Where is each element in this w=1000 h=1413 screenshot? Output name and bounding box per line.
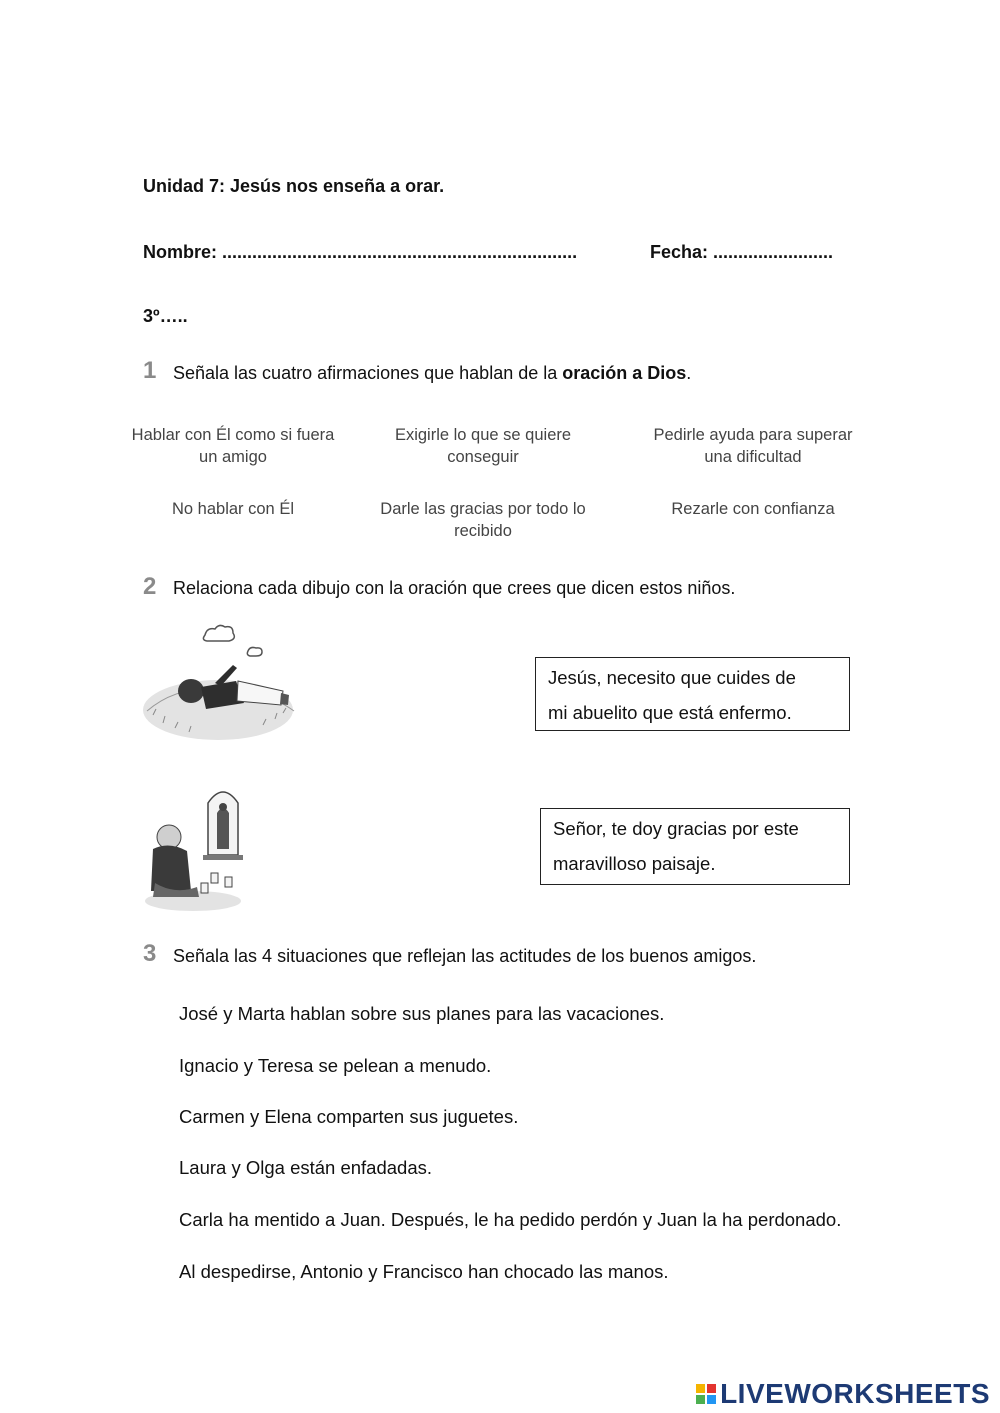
child-praying-shrine-illustration[interactable] (143, 783, 248, 913)
date-field[interactable]: Fecha: ........................ (650, 242, 834, 262)
situation-item[interactable]: José y Marta hablan sobre sus planes para las vacaciones. (179, 1003, 665, 1024)
situation-item[interactable]: Ignacio y Teresa se pelean a menudo. (179, 1055, 492, 1076)
child-lying-grass-illustration[interactable] (143, 615, 298, 745)
grade-field[interactable]: 3º….. (143, 306, 188, 326)
prayer-box-line: Jesús, necesito que cuides de (548, 667, 796, 688)
logo-block (696, 1395, 705, 1404)
prayer-box-grandfather[interactable] (535, 657, 850, 731)
exercise-1-instruction (173, 363, 691, 384)
prayer-box-line: maravilloso paisaje. (553, 853, 716, 874)
logo-text: LIVEWORKSHEETS (720, 1378, 990, 1409)
instruction-end: . (686, 363, 692, 383)
instruction-emphasis: oración a Dios (562, 363, 687, 383)
page-title: Unidad 7: Jesús nos enseña a orar. (143, 176, 445, 196)
situation-item[interactable]: Carla ha mentido a Juan. Después, le ha pedido perdón y Juan la ha perdonado. (179, 1209, 842, 1230)
prayer-box-line: Señor, te doy gracias por este (553, 818, 799, 839)
exercise-1-number: 1 (143, 357, 157, 384)
option-talk-friend[interactable]: Hablar con Él como si fuera un amigo (131, 426, 335, 466)
exercise-2-number: 2 (143, 573, 157, 600)
prayer-box-line: mi abuelito que está enfermo. (548, 702, 792, 723)
option-no-talk[interactable]: No hablar con Él (172, 500, 294, 518)
option-trust[interactable]: Rezarle con confianza (671, 500, 835, 518)
prayer-box-landscape[interactable] (540, 808, 850, 885)
situation-item[interactable]: Carmen y Elena comparten sus juguetes. (179, 1106, 519, 1127)
logo-block (707, 1395, 716, 1404)
liveworksheets-logo (696, 1378, 990, 1410)
exercise-2-instruction: Relaciona cada dibujo con la oración que crees que dicen estos niños. (173, 578, 736, 598)
option-thanks[interactable]: Darle las gracias por todo lo recibido (380, 500, 586, 540)
exercise-3-number: 3 (143, 940, 157, 967)
name-field[interactable]: Nombre: ....................................................................... (143, 242, 578, 262)
exercise-3-instruction: Señala las 4 situaciones que reflejan las actitudes de los buenos amigos. (173, 946, 757, 966)
logo-block (707, 1384, 716, 1393)
instruction-text: Señala las cuatro afirmaciones que hablan de la (173, 363, 563, 383)
situation-item[interactable]: Laura y Olga están enfadadas. (179, 1157, 433, 1178)
logo-blocks-icon (696, 1384, 716, 1404)
situation-item[interactable]: Al despedirse, Antonio y Francisco han chocado las manos. (179, 1261, 669, 1282)
logo-block (696, 1384, 705, 1393)
option-ask-help[interactable]: Pedirle ayuda para superar una dificultad (653, 426, 853, 466)
option-demand[interactable]: Exigirle lo que se quiere conseguir (394, 426, 572, 466)
